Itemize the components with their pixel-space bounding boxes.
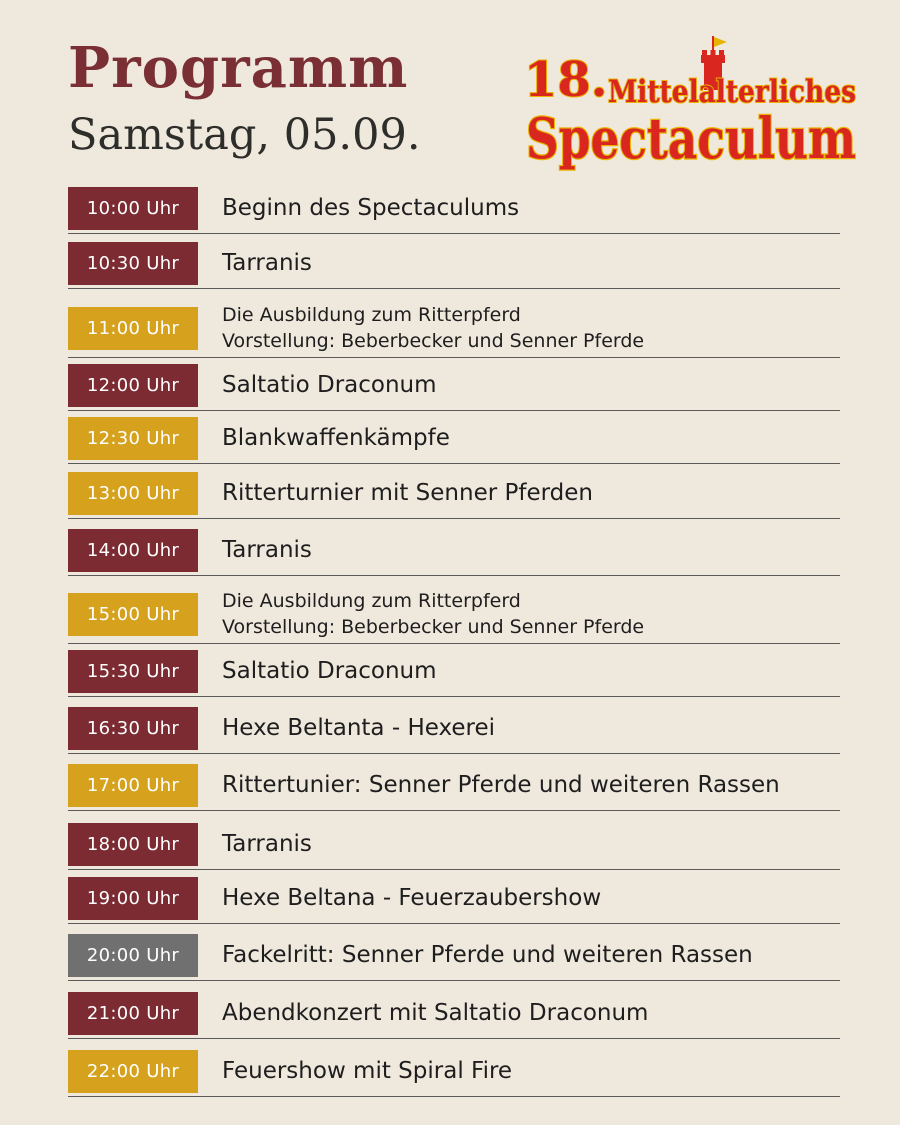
time-badge: 19:00 Uhr [68,877,198,920]
event-title [222,942,753,968]
event-line: Tarranis [222,537,312,564]
page-date: Samstag, 05.09. [68,110,421,160]
svg-text:18.: 18. [524,52,608,108]
event-title [222,372,437,398]
event-title [222,303,644,354]
event-title [222,589,644,640]
event-line: Hexe Beltanta - Hexerei [222,715,496,742]
time-badge: 13:00 Uhr [68,472,198,515]
spectaculum-logo [520,36,865,172]
event-line: Hexe Beltana - Feuerzaubershow [222,885,602,912]
schedule-row [68,650,840,693]
event-title [222,250,312,276]
page-title: Programm [68,35,409,101]
event-title [222,658,437,684]
event-line: Tarranis [222,831,312,858]
event-title [222,772,780,798]
event-title [222,537,312,563]
schedule-row [68,589,840,640]
event-title [222,480,593,506]
time-badge: 15:30 Uhr [68,650,198,693]
schedule-row [68,934,840,977]
event-line: Saltatio Draconum [222,372,437,399]
event-title [222,1058,512,1084]
svg-text:Spectaculum: Spectaculum [526,106,856,172]
schedule-row [68,1050,840,1093]
schedule-row [68,472,840,515]
schedule-row [68,417,840,460]
event-subtitle: Vorstellung: Beberbecker und Senner Pferde [222,615,645,638]
schedule-row [68,187,840,230]
time-badge: 20:00 Uhr [68,934,198,977]
event-title [222,195,519,221]
event-line: Abendkonzert mit Saltatio Draconum [222,1000,649,1027]
time-badge: 12:30 Uhr [68,417,198,460]
event-line: Rittertunier: Senner Pferde und weiteren Rassen [222,772,780,799]
event-line: Tarranis [222,250,312,277]
schedule-row [68,303,840,354]
event-title [222,715,495,741]
time-badge: 17:00 Uhr [68,764,198,807]
event-line: Die Ausbildung zum Ritterpferd [222,304,521,326]
event-line: Ritterturnier mit Senner Pferden [222,480,593,507]
time-badge: 21:00 Uhr [68,992,198,1035]
event-line: Fackelritt: Senner Pferde und weiteren Rassen [222,942,753,969]
event-line: Blankwaffenkämpfe [222,425,450,452]
time-badge: 12:00 Uhr [68,364,198,407]
event-line: Feuershow mit Spiral Fire [222,1058,513,1085]
schedule-row [68,877,840,920]
schedule-row [68,823,840,866]
time-badge: 16:30 Uhr [68,707,198,750]
time-badge: 18:00 Uhr [68,823,198,866]
event-title [222,1000,648,1026]
event-line: Saltatio Draconum [222,658,437,685]
schedule-row [68,707,840,750]
time-badge: 14:00 Uhr [68,529,198,572]
time-badge: 22:00 Uhr [68,1050,198,1093]
time-badge: 11:00 Uhr [68,307,198,350]
time-badge: 10:30 Uhr [68,242,198,285]
schedule-row [68,364,840,407]
schedule-row [68,764,840,807]
schedule-row [68,242,840,285]
svg-text:Mittelalterliches: Mittelalterliches [608,74,856,110]
schedule-row [68,992,840,1035]
event-title [222,425,450,451]
event-line: Beginn des Spectaculums [222,195,520,222]
event-subtitle: Vorstellung: Beberbecker und Senner Pferde [222,329,645,352]
schedule-row [68,529,840,572]
time-badge: 15:00 Uhr [68,593,198,636]
event-title [222,831,312,857]
time-badge: 10:00 Uhr [68,187,198,230]
event-line: Die Ausbildung zum Ritterpferd [222,590,521,612]
event-title [222,885,601,911]
